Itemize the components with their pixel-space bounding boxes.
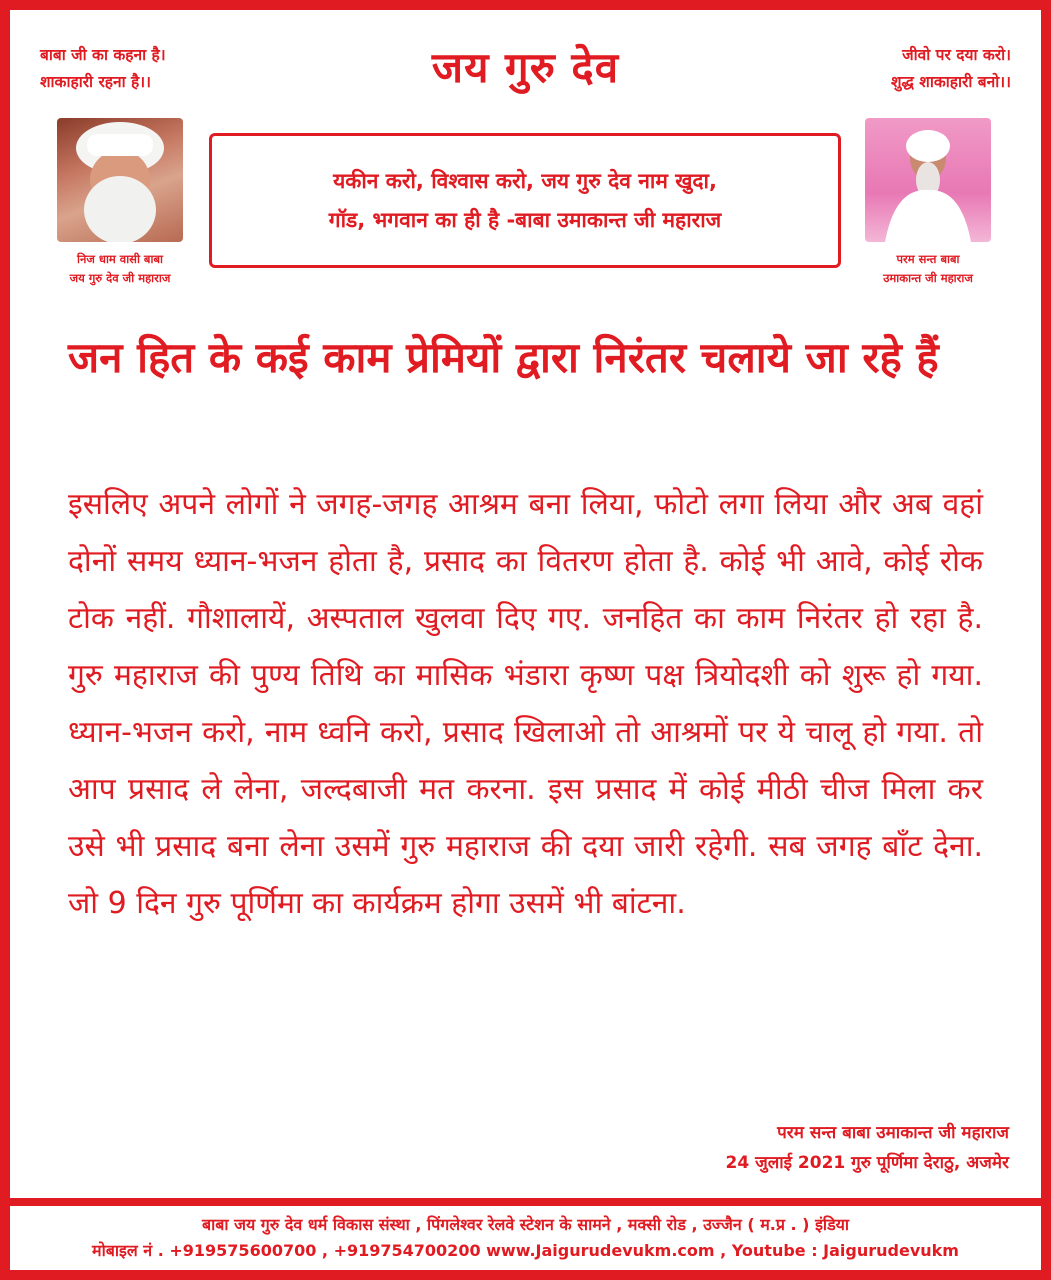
right-photo-caption (843, 250, 1013, 288)
signature-line-2: 24 जुलाई 2021 गुरु पूर्णिमा देराठु, अजमेर (725, 1153, 1009, 1173)
top-right-line-1: जीवो पर दया करो। (902, 46, 1011, 64)
right-caption-line-1: परम सन्त बाबा (896, 252, 960, 266)
right-guru-photo (865, 118, 991, 242)
quote-line-1: यकीन करो, विश्वास करो, जय गुरु देव नाम खुदा, (333, 168, 717, 193)
right-caption-line-2: उमाकान्त जी महाराज (883, 271, 973, 285)
body-paragraph: इसलिए अपने लोगों ने जगह-जगह आश्रम बना लिया, फोटो लगा लिया और अब वहां दोनों समय ध्यान-भजन होता है, प्रसाद का वितरण होता है. कोई भी आवे, कोई रोक टोक नहीं. गौशालायें, अस्पताल खुलवा दिए गए. जनहित का काम निरंतर हो रहा है. गुरु महाराज की पुण्य तिथि का मासिक भंडारा कृष्ण पक्ष त्रियोदशी को शुरू हो गया. ध्यान-भजन करो, नाम ध्वनि करो, प्रसाद खिलाओ तो आश्रमों पर ये चालू हो गया. तो आप प्रसाद ले लेना, जल्दबाजी मत करना. इस प्रसाद में कोई मीठी चीज मिला कर उसे भी प्रसाद बना लेना उसमें गुरु महाराज की दया जारी रहेगी. सब जगह बाँट देना. जो 9 दिन गुरु पूर्णिमा का कार्यक्रम होगा उसमें भी बांटना. (68, 487, 983, 921)
right-guru-portrait-image (865, 118, 991, 242)
footer-line-2: मोबाइल नं . +919575600700 , +919754700200 www.Jaigurudevukm.com , Youtube : Jaigurudevukm (92, 1241, 959, 1260)
quote-line-2: गॉड, भगवान का ही है -बाबा उमाकान्त जी महाराज (328, 207, 722, 232)
signature-line-1: परम सन्त बाबा उमाकान्त जी महाराज (777, 1123, 1009, 1143)
signature-block (726, 1118, 1009, 1178)
page-title: जय गुरु देव (431, 43, 620, 92)
top-right-slogan (891, 42, 1011, 96)
left-caption-line-2: जय गुरु देव जी महाराज (69, 271, 171, 285)
footer-address (0, 1198, 1051, 1280)
top-left-line-1: बाबा जी का कहना है। (40, 46, 166, 64)
footer-line-1: बाबा जय गुरु देव धर्म विकास संस्था , पिंगलेश्वर रेलवे स्टेशन के सामने , मक्सी रोड , उज्जैन ( म.प्र . ) इंडिया (201, 1215, 850, 1234)
quote-box (209, 133, 841, 268)
left-photo-caption (35, 250, 205, 288)
left-guru-photo (57, 118, 183, 242)
left-caption-line-1: निज धाम वासी बाबा (76, 252, 164, 266)
top-right-line-2: शुद्ध शाकाहारी बनो।। (890, 73, 1011, 91)
left-guru-portrait-image (57, 118, 183, 242)
headline: जन हित के कई काम प्रेमियों द्वारा निरंतर चलाये जा रहे हैं (68, 333, 939, 382)
top-left-line-2: शाकाहारी रहना है।। (40, 73, 152, 91)
